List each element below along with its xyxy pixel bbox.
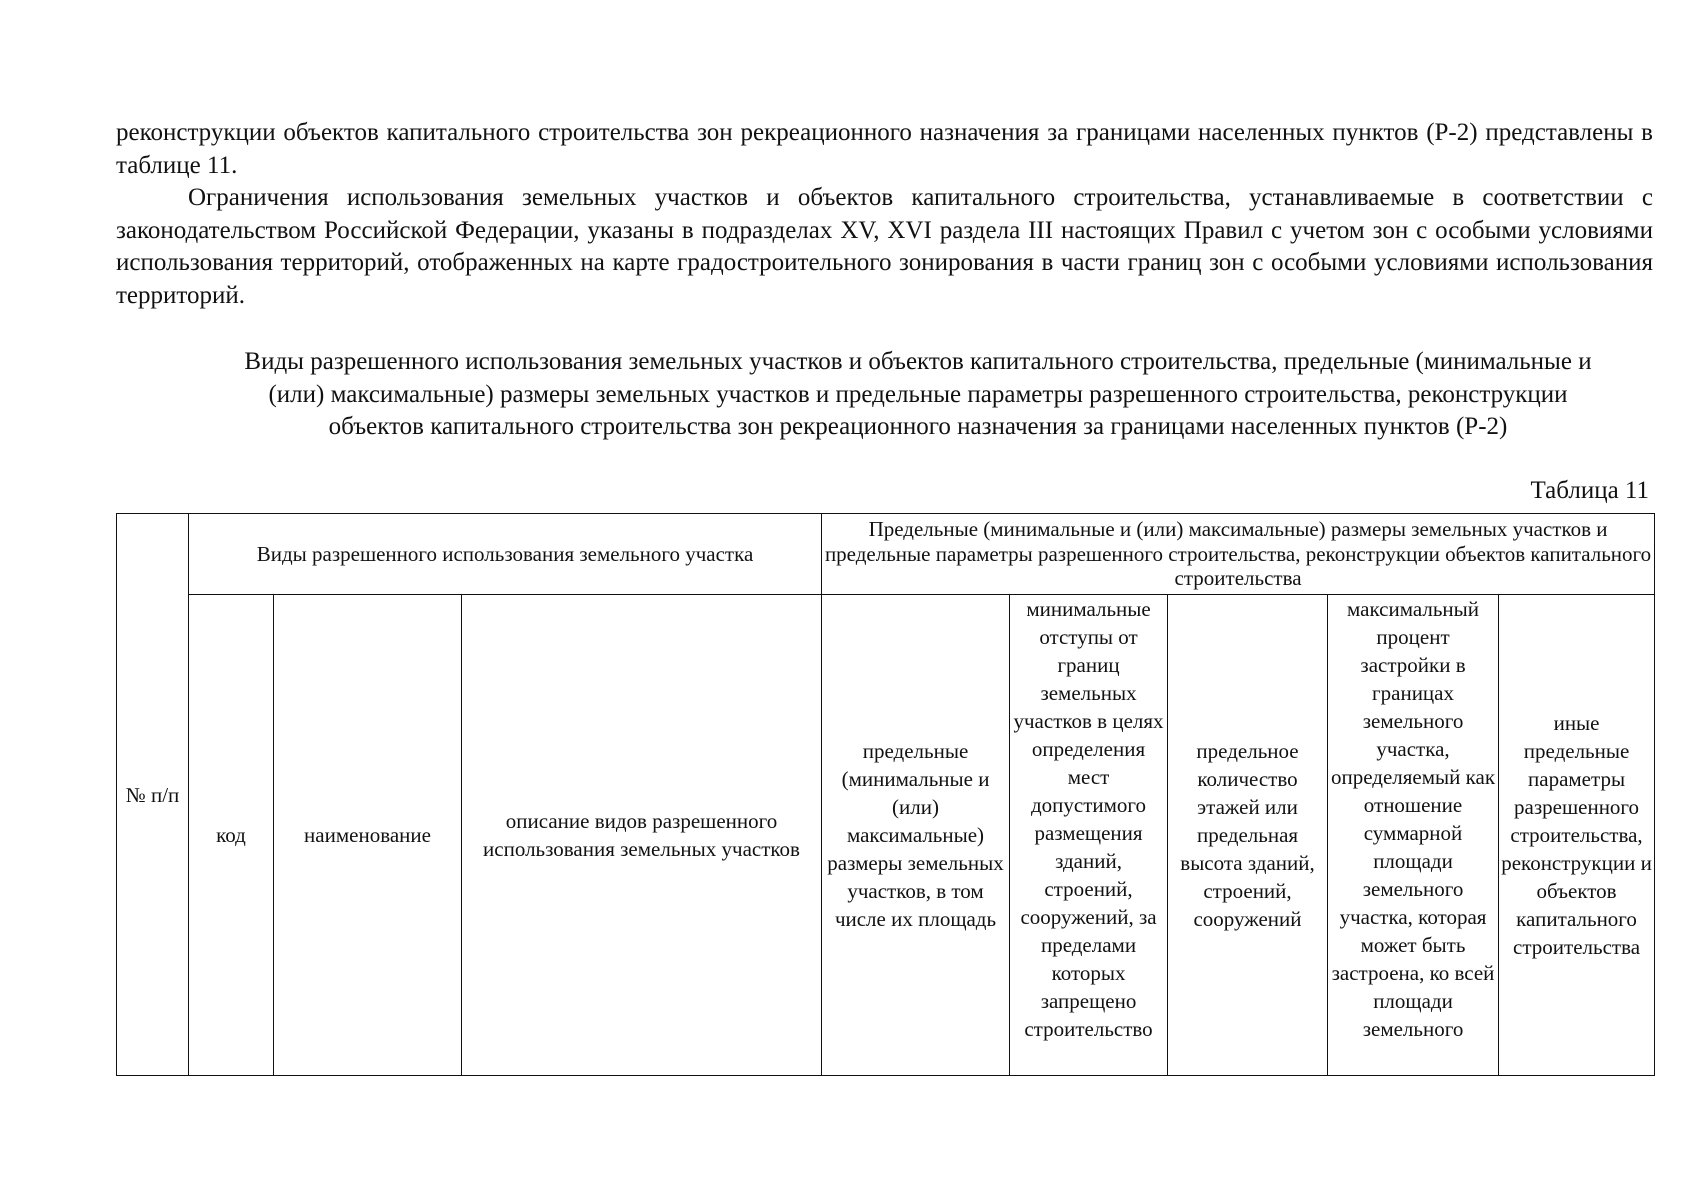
table-number-label: Таблица 11 (1530, 477, 1649, 504)
table-header-row-2 (117, 595, 1655, 1076)
intro-paragraph: реконструкции объектов капитального строительства зон рекреационного назначения за границами населенных пунктов (Р-2) представлены в таблице 11. (116, 119, 1653, 179)
header-group-limits: Предельные (минимальные и (или) максимальные) размеры земельных участков и предельные параметры разрешенного строительства, реконструкции объектов капитального строительства (822, 514, 1655, 595)
header-group-uses: Виды разрешенного использования земельного участка (189, 514, 822, 595)
table-header-row-1 (117, 514, 1655, 595)
land-use-table (116, 513, 1655, 1076)
header-code: код (189, 595, 274, 1076)
header-other-parameters: иные предельные параметры разрешенного строительства, реконструкции и объектов капитального строительства (1499, 595, 1655, 1076)
header-floors: предельное количество этажей или предельная высота зданий, строений, сооружений (1168, 595, 1328, 1076)
header-description: описание видов разрешенного использования земельных участков (462, 595, 822, 1076)
header-plot-sizes: предельные (минимальные и (или) максимальные) размеры земельных участков, в том числе их площадь (822, 595, 1010, 1076)
restrictions-paragraph: Ограничения использования земельных участков и объектов капитального строительства, устанавливаемые в соответствии с законодательством Российской Федерации, указаны в подразделах XV, XVI раздела III настоящих Правил с учетом зон с особыми условиями использования территорий, отображенных на карте градостроительного зонирования в части границ зон с особыми условиями использования территорий. (116, 184, 1653, 309)
header-number: № п/п (117, 514, 189, 1076)
table-caption: Виды разрешенного использования земельных участков и объектов капитального строительства, предельные (минимальные и (или) максимальные) размеры земельных участков и предельные параметры разрешенного строительства, реконструкции объектов капитального строительства зон рекреационного назначения за границами населенных пунктов (Р-2) (244, 348, 1592, 440)
header-setbacks: минимальные отступы от границ земельных участков в целях определения мест допустимого размещения зданий, строений, сооружений, за пределами которых запрещено строительство (1010, 595, 1168, 1076)
header-coverage: максимальный процент застройки в границах земельного участка, определяемый как отношение суммарной площади земельного участка, которая может быть застроена, ко всей площади земельного (1328, 595, 1499, 1076)
header-name: наименование (274, 595, 462, 1076)
